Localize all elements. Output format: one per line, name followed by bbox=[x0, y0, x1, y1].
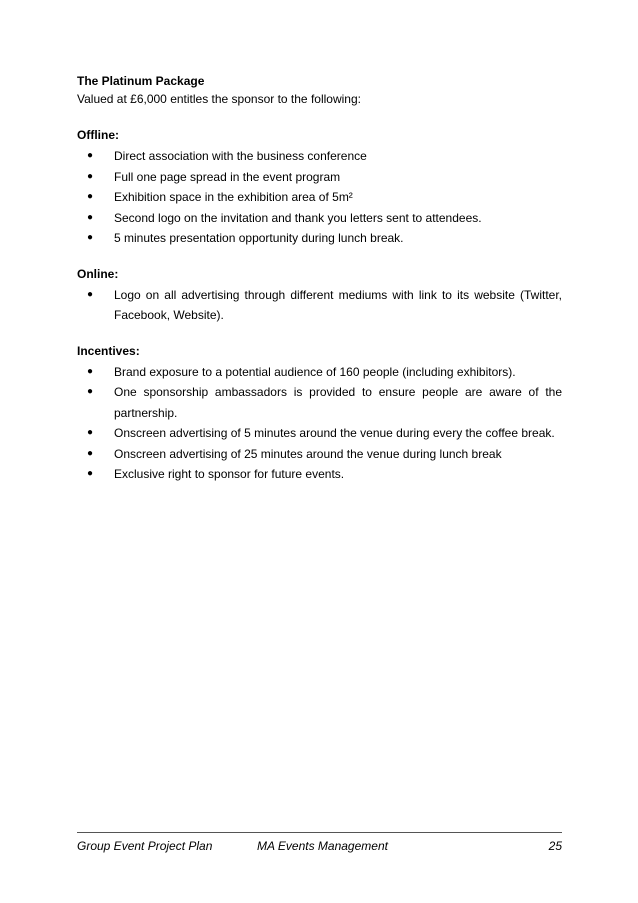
section-incentives bbox=[77, 342, 562, 485]
list-item-text: 5 minutes presentation opportunity during lunch break. bbox=[114, 231, 404, 245]
bullet-list bbox=[77, 362, 562, 485]
section-online bbox=[77, 265, 562, 326]
bullet-icon: ● bbox=[87, 386, 94, 397]
page-footer bbox=[77, 832, 562, 853]
list-item bbox=[77, 423, 562, 444]
bullet-icon: ● bbox=[87, 447, 94, 459]
section-heading: Online: bbox=[77, 266, 119, 281]
footer-document-title: Group Event Project Plan bbox=[77, 839, 213, 853]
footer-page-number: 25 bbox=[548, 839, 562, 853]
bullet-icon: ● bbox=[87, 468, 94, 479]
bullet-icon: ● bbox=[87, 288, 94, 300]
list-item bbox=[77, 285, 562, 326]
bullet-list bbox=[77, 146, 562, 249]
list-item bbox=[77, 167, 562, 188]
package-title: The Platinum Package bbox=[77, 74, 205, 88]
bullet-icon: ● bbox=[87, 427, 94, 438]
list-item bbox=[77, 464, 562, 485]
page-content bbox=[77, 72, 562, 501]
list-item-text: Brand exposure to a potential audience of 160 people (including exhibitors). bbox=[114, 364, 516, 379]
footer-company-name: MA Events Management bbox=[257, 839, 388, 853]
list-item-text: One sponsorship ambassadors is provided to ensure people are aware of the partnership. bbox=[114, 385, 562, 420]
list-item bbox=[77, 187, 562, 208]
list-item bbox=[77, 208, 562, 229]
bullet-list bbox=[77, 285, 562, 326]
section-offline bbox=[77, 126, 562, 249]
list-item bbox=[77, 362, 562, 383]
list-item-text: Onscreen advertising of 5 minutes around the venue during every the coffee break. bbox=[114, 426, 555, 440]
list-item bbox=[77, 228, 562, 249]
list-item bbox=[77, 444, 562, 465]
bullet-icon: ● bbox=[87, 150, 94, 161]
bullet-icon: ● bbox=[87, 170, 94, 182]
list-item bbox=[77, 146, 562, 167]
bullet-icon: ● bbox=[87, 232, 94, 243]
list-item-text: Direct association with the business conference bbox=[114, 149, 367, 163]
list-item-text: Exclusive right to sponsor for future events. bbox=[114, 467, 345, 481]
bullet-icon: ● bbox=[87, 365, 94, 377]
section-heading: Offline: bbox=[77, 128, 119, 142]
list-item-text: Exhibition space in the exhibition area of 5m² bbox=[114, 190, 353, 204]
list-item bbox=[77, 382, 562, 423]
section-heading: Incentives: bbox=[77, 343, 140, 358]
bullet-icon: ● bbox=[87, 211, 94, 223]
package-intro: Valued at £6,000 entitles the sponsor to the following: bbox=[77, 92, 361, 106]
list-item-text: Logo on all advertising through different mediums with link to its website (Twitter, Facebook, Website). bbox=[114, 287, 562, 322]
list-item-text: Onscreen advertising of 25 minutes around the venue during lunch break bbox=[114, 446, 502, 461]
list-item-text: Second logo on the invitation and thank you letters sent to attendees. bbox=[114, 210, 482, 225]
bullet-icon: ● bbox=[87, 191, 94, 202]
list-item-text: Full one page spread in the event program bbox=[114, 169, 341, 184]
